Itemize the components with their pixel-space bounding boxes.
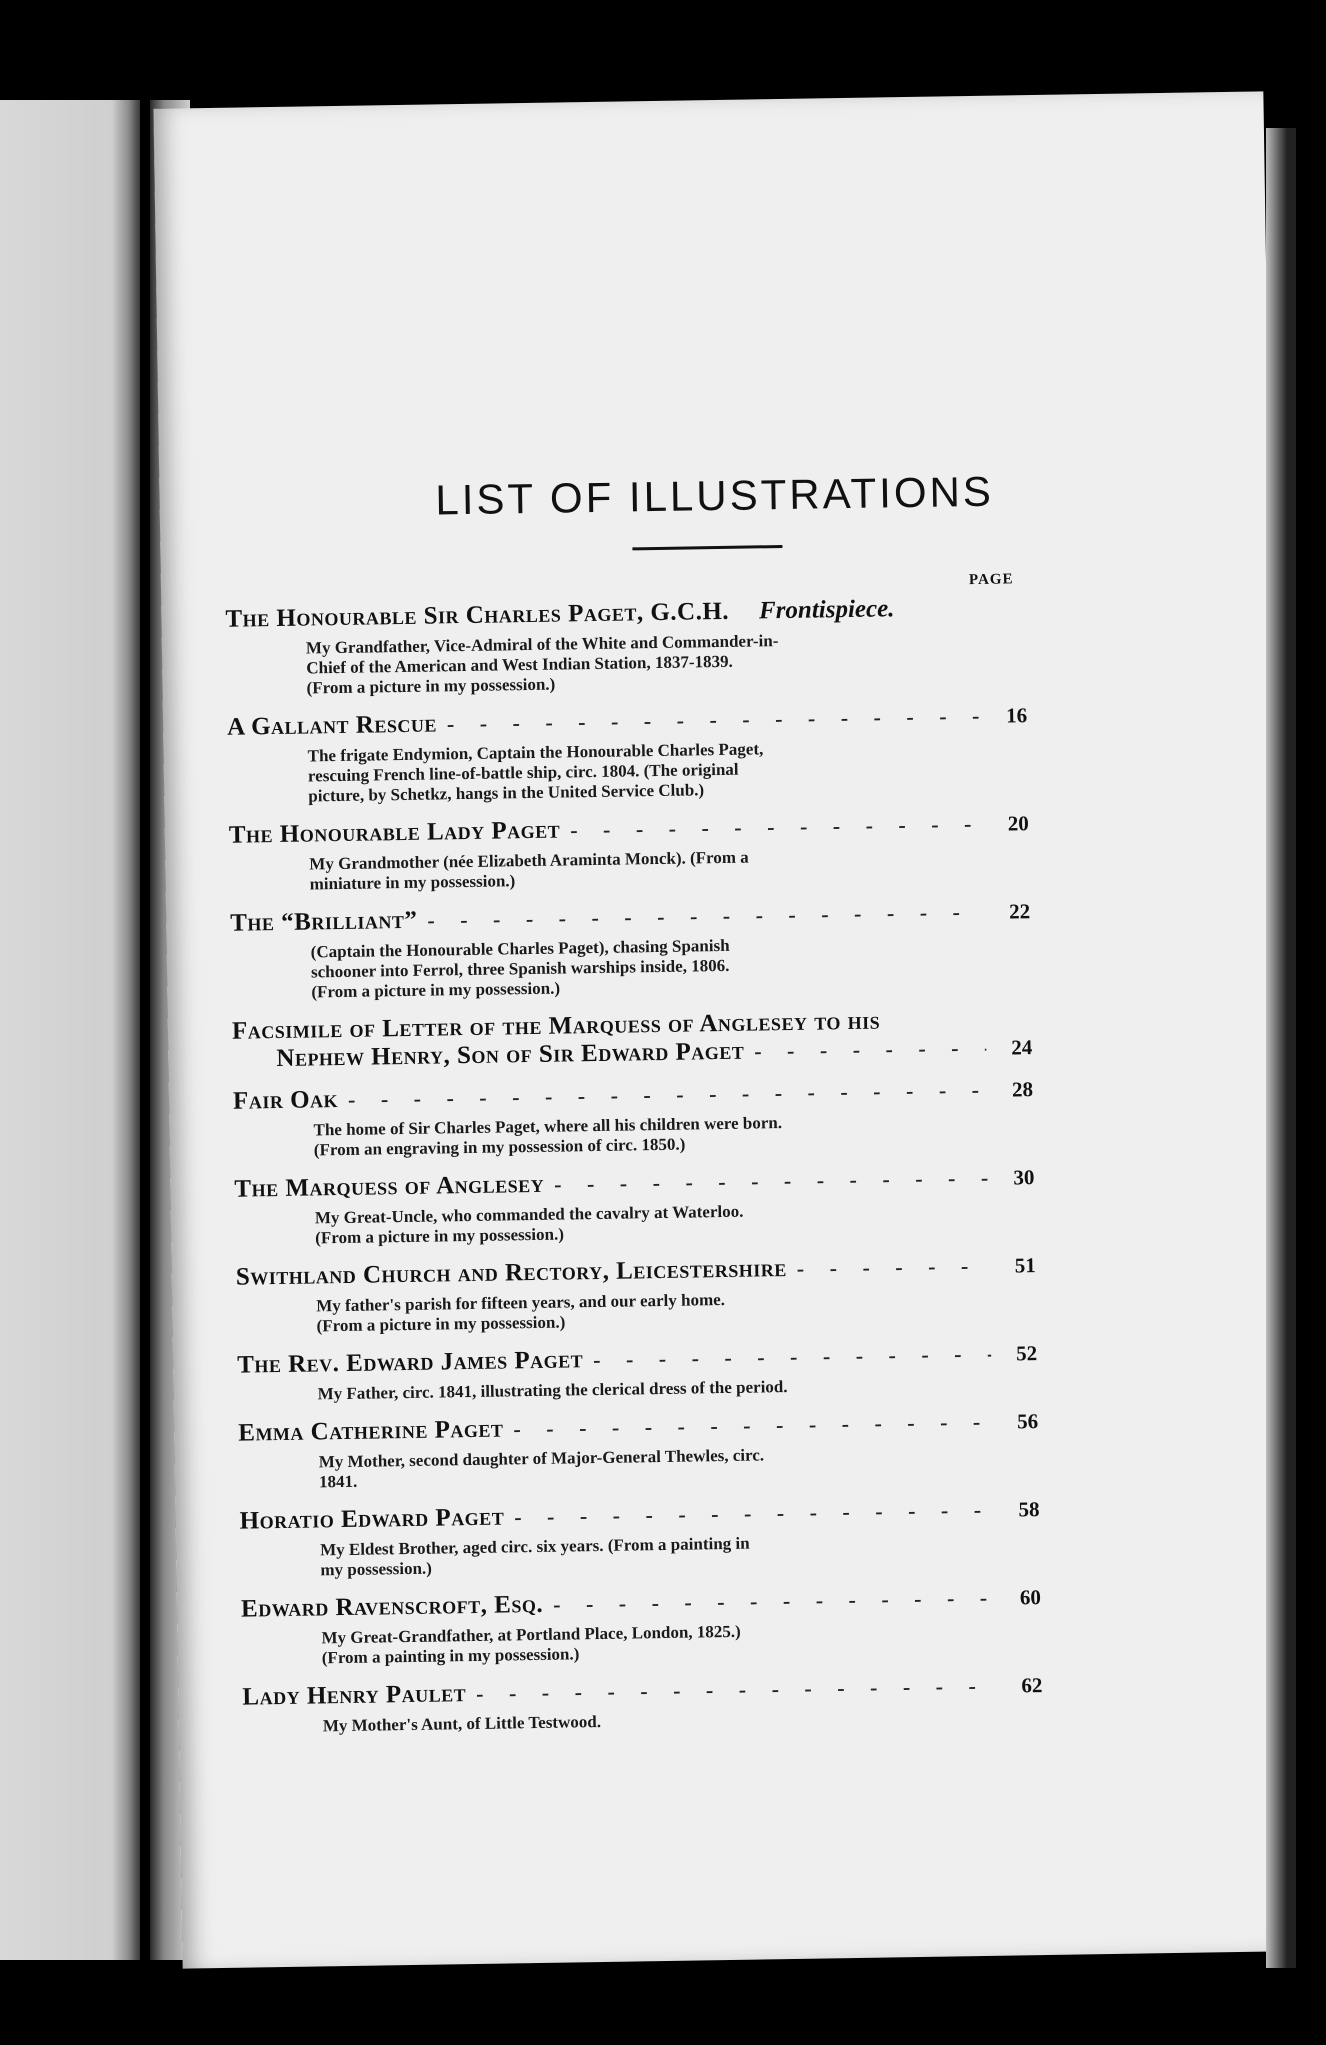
entry-heading: The Honourable Lady Paget xyxy=(228,816,561,849)
description-line: The frigate Endymion, Captain the Honourable Charles Paget, xyxy=(307,739,764,766)
dot-leaders xyxy=(554,1165,989,1198)
description-line: My father's parish for fifteen years, and our early home. xyxy=(316,1290,726,1316)
description-line: miniature in my possession.) xyxy=(309,871,516,894)
entry-heading: The Rev. Edward James Paget xyxy=(236,1346,584,1379)
entry-heading: The Honourable Sir Charles Paget, G.C.H. xyxy=(225,597,730,633)
entry-page: 56 xyxy=(1016,1409,1039,1434)
entry-heading-line xyxy=(238,1407,1038,1448)
entry-heading-line xyxy=(225,593,1025,634)
description-line: My Great-Uncle, who commanded the cavalry at Waterloo. xyxy=(314,1201,744,1228)
entry-description xyxy=(318,1374,978,1404)
description-line: schooner into Ferrol, three Spanish warships inside, 1806. xyxy=(310,955,730,982)
illustration-entry xyxy=(238,1407,1039,1494)
illustration-entry xyxy=(239,1495,1040,1582)
entry-description xyxy=(320,1530,981,1580)
description-line: (From a painting in my possession.) xyxy=(321,1644,580,1668)
title-rule xyxy=(632,545,782,550)
entry-description xyxy=(316,1286,977,1336)
dot-leaders xyxy=(553,1585,995,1618)
entry-page: 22 xyxy=(1008,899,1031,924)
dot-leaders xyxy=(570,811,983,843)
description-line: My Great-Grandfather, at Portland Place, London, 1825.) xyxy=(321,1621,741,1648)
description-line: My Eldest Brother, aged circ. six years. (From a painting in xyxy=(319,1533,750,1560)
illustration-entry xyxy=(237,1339,1038,1406)
entry-heading: Fair Oak xyxy=(232,1086,339,1115)
entry-description xyxy=(313,1110,974,1160)
description-line: (From a picture in my possession.) xyxy=(315,1224,565,1248)
entry-page: 62 xyxy=(1021,1673,1043,1698)
entry-heading-continued: Nephew Henry, Son of Sir Edward Paget xyxy=(276,1037,745,1073)
illustration-entry xyxy=(241,1583,1042,1670)
entry-description xyxy=(319,1442,980,1492)
entry-page: 28 xyxy=(1011,1077,1034,1102)
description-line: My Mother, second daughter of Major-General Thewles, circ. xyxy=(318,1445,765,1472)
entry-description xyxy=(315,1198,976,1248)
previous-page-edge xyxy=(0,100,140,1960)
description-line: My Grandfather, Vice-Admiral of the White and Commander-in- xyxy=(305,631,779,658)
description-line: 1841. xyxy=(318,1471,358,1492)
dot-leaders xyxy=(514,1497,994,1531)
entry-page: 16 xyxy=(1005,703,1028,728)
illustration-entry xyxy=(236,1251,1037,1338)
entry-page: 20 xyxy=(1007,811,1029,836)
entry-heading-line xyxy=(241,1583,1041,1624)
entry-page: 52 xyxy=(1015,1341,1038,1366)
illustration-entry xyxy=(242,1671,1043,1738)
entry-heading: The Marquess of Anglesey xyxy=(234,1170,545,1203)
illustration-entry xyxy=(233,1075,1034,1162)
entry-heading: The “Brilliant” xyxy=(230,906,418,937)
illustration-entry xyxy=(229,809,1030,896)
entry-page: 60 xyxy=(1019,1585,1042,1610)
entry-heading-line xyxy=(234,1163,1034,1204)
entry-description xyxy=(306,628,967,698)
illustration-entry xyxy=(232,1005,1033,1074)
entry-heading-line xyxy=(229,809,1029,850)
dot-leaders xyxy=(476,1673,997,1707)
dot-leaders xyxy=(427,899,984,934)
page-column-label: PAGE xyxy=(968,571,1014,589)
entry-heading: Edward Ravenscroft, Esq. xyxy=(240,1590,544,1623)
illustration-entry xyxy=(227,701,1028,808)
dot-leaders xyxy=(513,1409,992,1443)
entry-heading: Lady Henry Paulet xyxy=(242,1680,467,1711)
page-edge-shadow xyxy=(1266,128,1296,1968)
entry-heading-line xyxy=(236,1251,1036,1292)
description-line: my possession.) xyxy=(320,1558,433,1580)
description-line: (From a picture in my possession.) xyxy=(311,978,561,1002)
description-line: Chief of the American and West Indian Station, 1837-1839. xyxy=(306,651,733,678)
description-line: rescuing French line-of-battle ship, circ. 1804. (The original xyxy=(307,759,739,786)
description-line: My Grandmother (née Elizabeth Araminta Monck). (From a xyxy=(309,847,749,874)
description-line: picture, by Schetkz, hangs in the United Service Club.) xyxy=(308,780,705,806)
illustrations-list xyxy=(225,593,1043,1751)
illustration-entry xyxy=(225,593,1026,700)
entry-page: 30 xyxy=(1013,1165,1035,1190)
entry-description xyxy=(307,736,968,806)
entry-heading: A Gallant Rescue xyxy=(226,710,438,741)
dot-leaders xyxy=(797,1253,990,1282)
entry-page: 24 xyxy=(1011,1035,1033,1060)
entry-heading-line xyxy=(239,1495,1039,1536)
description-line: (Captain the Honourable Charles Paget), chasing Spanish xyxy=(310,935,730,962)
entry-heading-line xyxy=(230,897,1030,938)
entry-heading: Facsimile of Letter of the Marquess of Anglesey to his xyxy=(231,1007,881,1045)
description-line: My Mother's Aunt, of Little Testwood. xyxy=(322,1712,602,1736)
description-line: (From a picture in my possession.) xyxy=(316,1312,566,1336)
illustration-entry xyxy=(234,1163,1035,1250)
description-line: The home of Sir Charles Paget, where all his children were born. xyxy=(313,1113,783,1140)
entry-heading-line xyxy=(233,1075,1033,1116)
page-title: LIST OF ILLUSTRATIONS xyxy=(434,467,995,524)
description-line: (From a picture in my possession.) xyxy=(306,674,556,698)
entry-page: Frontispiece. xyxy=(758,595,895,625)
dot-leaders xyxy=(754,1035,986,1065)
dot-leaders xyxy=(593,1341,991,1373)
entry-heading: Horatio Edward Paget xyxy=(239,1503,505,1535)
entry-description xyxy=(323,1706,983,1736)
dot-leaders xyxy=(348,1077,987,1113)
description-line: (From an engraving in my possession of circ. 1850.) xyxy=(313,1134,686,1160)
entry-heading: Emma Catherine Paget xyxy=(238,1415,504,1447)
entry-heading-line xyxy=(242,1671,1042,1712)
entry-description xyxy=(311,932,972,1002)
book-page xyxy=(153,91,1292,1968)
illustration-entry xyxy=(230,897,1031,1004)
entry-page: 51 xyxy=(1014,1253,1036,1278)
entry-heading-line xyxy=(237,1339,1037,1380)
entry-heading-line xyxy=(227,701,1027,742)
entry-heading: Swithland Church and Rectory, Leicestershire xyxy=(235,1255,788,1291)
dot-leaders xyxy=(447,703,982,737)
description-line: My Father, circ. 1841, illustrating the clerical dress of the period. xyxy=(317,1377,788,1404)
entry-description xyxy=(309,844,970,894)
entry-page: 58 xyxy=(1018,1497,1040,1522)
entry-description xyxy=(321,1618,982,1668)
